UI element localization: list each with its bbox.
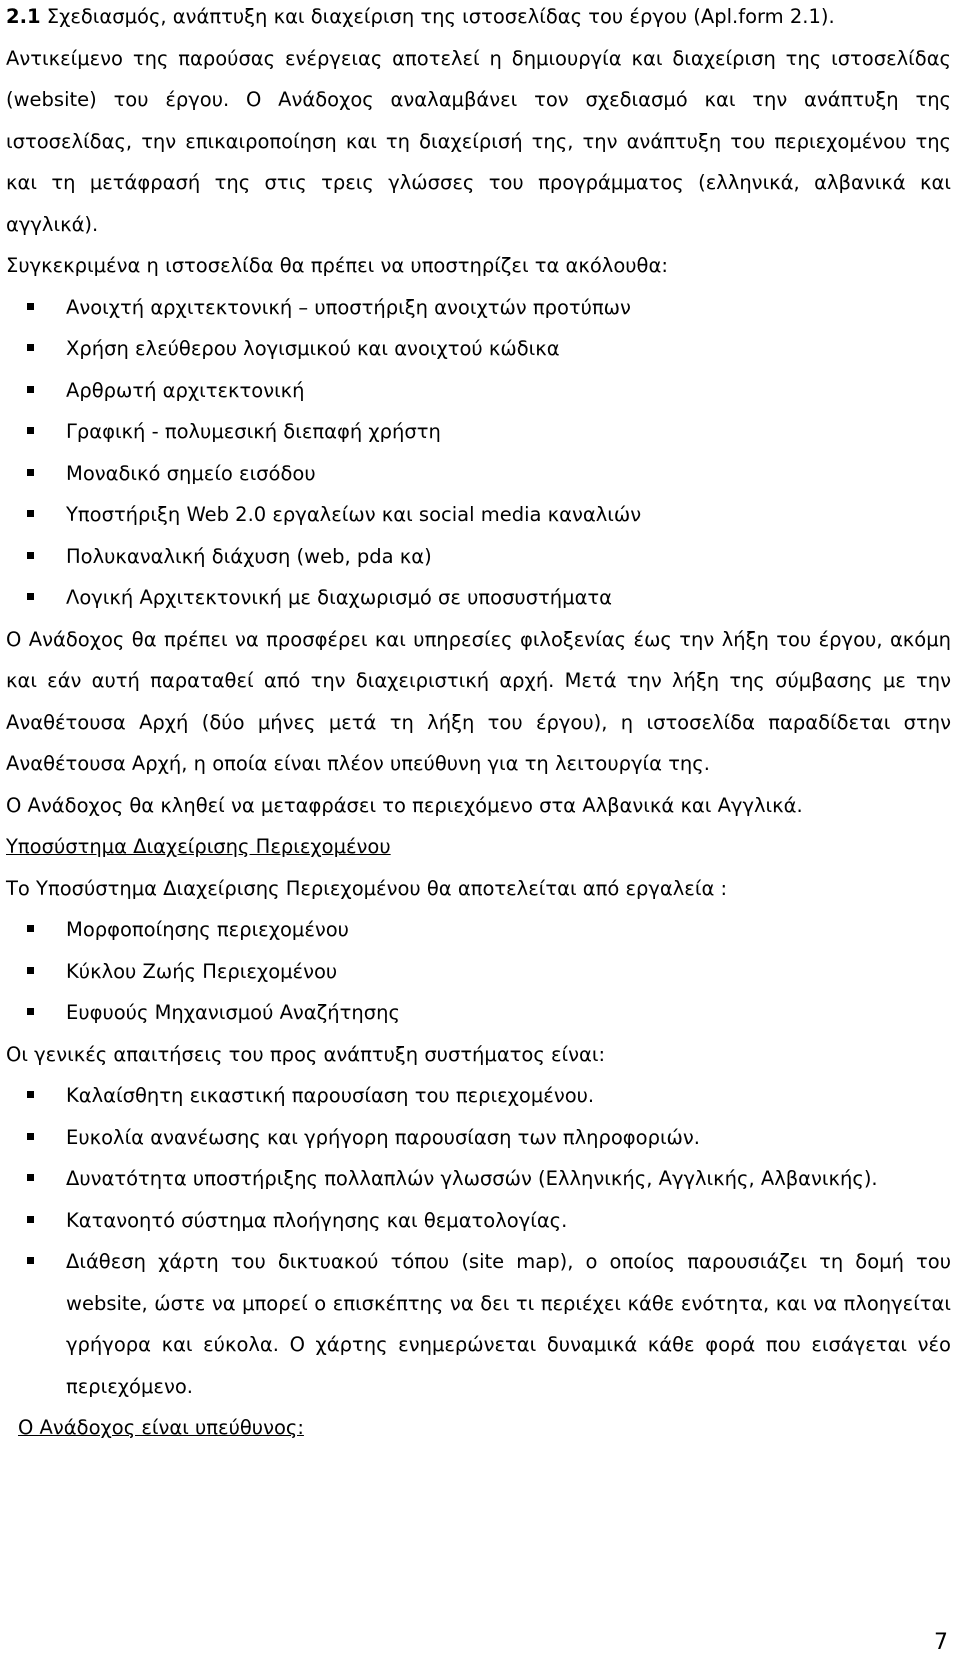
hosting-paragraph: Ο Ανάδοχος θα πρέπει να προσφέρει και υπηρεσίες φιλοξενίας έως την λήξη του έργου, ακόμη και εάν αυτή παραταθεί από την διαχειριστική αρχή. Μετά την λήξη της σύμβασης με την Αναθέτουσα Αρχή (δύο μήνες μετά τη λήξη του έργου), η ιστοσελίδα παραδίδεται στην Αναθέτουσα Αρχή, η οποία είναι πλέον υπεύθυνη για τη λειτουργία της. — [6, 627, 951, 775]
intro-paragraph: Αντικείμενο της παρούσας ενέργειας αποτελεί η δημιουργία και διαχείριση της ιστοσελίδας (website) του έργου. Ο Ανάδοχος αναλαμβάνει τον σχεδιασμό και την ανάπτυξη της ιστοσελίδας, την επικαιροποίηση και τη διαχείρισή της, την ανάπτυξη του περιεχομένου της και τη μετάφρασή της στις τρεις γλώσσες του προγράμματος (ελληνικά, αλβανικά και αγγλικά). — [6, 46, 951, 236]
list-item: Γραφική - πολυμεσική διεπαφή χρήστη — [6, 411, 951, 453]
cms-subtitle-text: Υποσύστημα Διαχείρισης Περιεχομένου — [6, 835, 391, 858]
list-item: Υποστήριξη Web 2.0 εργαλείων και social media καναλιών — [6, 494, 951, 536]
section-title: Σχεδιασμός, ανάπτυξη και διαχείριση της ιστοσελίδας του έργου (Apl.form 2.1). — [46, 5, 835, 28]
general-requirements-list — [6, 1075, 951, 1407]
list-item: Μορφοποίησης περιεχομένου — [6, 909, 951, 951]
list-item: Χρήση ελεύθερου λογισμικού και ανοιχτού κώδικα — [6, 328, 951, 370]
general-requirements-intro: Οι γενικές απαιτήσεις του προς ανάπτυξη συστήματος είναι: — [6, 1042, 606, 1066]
requirements-list — [6, 287, 951, 619]
list-item: Διάθεση χάρτη του δικτυακού τόπου (site map), ο οποίος παρουσιάζει τη δομή του website, ώστε να μπορεί ο επισκέπτης να δει τι περιέχει κάθε ενότητα, και να πλοηγείται γρήγορα και εύκολα. Ο χάρτης ενημερώνεται δυναμικά κάθε φορά που εισάγεται νέο περιεχόμενο. — [6, 1241, 951, 1407]
list-item: Ανοιχτή αρχιτεκτονική – υποστήριξη ανοιχτών προτύπων — [6, 287, 951, 329]
list-item: Καλαίσθητη εικαστική παρουσίαση του περιεχομένου. — [6, 1075, 951, 1117]
page-number: 7 — [934, 1630, 948, 1655]
section-heading — [6, 0, 951, 38]
requirements-intro: Συγκεκριμένα η ιστοσελίδα θα πρέπει να υποστηρίζει τα ακόλουθα: — [6, 254, 668, 277]
contractor-responsibilities-title — [6, 1407, 951, 1449]
cms-tools-list — [6, 909, 951, 1034]
document-page — [6, 0, 951, 1449]
list-item: Λογική Αρχιτεκτονική με διαχωρισμό σε υποσυστήματα — [6, 577, 951, 619]
list-item: Ευφυούς Μηχανισμού Αναζήτησης — [6, 992, 951, 1034]
list-item: Μοναδικό σημείο εισόδου — [6, 453, 951, 495]
list-item: Κατανοητό σύστημα πλοήγησης και θεματολογίας. — [6, 1200, 951, 1242]
translation-paragraph: Ο Ανάδοχος θα κληθεί να μεταφράσει το περιεχόμενο στα Αλβανικά και Αγγλικά. — [6, 793, 803, 817]
cms-subtitle — [6, 826, 951, 868]
contractor-responsibilities-text: Ο Ανάδοχος είναι υπεύθυνος: — [18, 1416, 304, 1439]
cms-intro: Το Υποσύστημα Διαχείρισης Περιεχομένου θα αποτελείται από εργαλεία : — [6, 876, 728, 900]
list-item: Δυνατότητα υποστήριξης πολλαπλών γλωσσών (Ελληνικής, Αγγλικής, Αλβανικής). — [6, 1158, 951, 1200]
list-item: Κύκλου Ζωής Περιεχομένου — [6, 951, 951, 993]
list-item: Αρθρωτή αρχιτεκτονική — [6, 370, 951, 412]
list-item: Πολυκαναλική διάχυση (web, pda κα) — [6, 536, 951, 578]
section-number: 2.1 — [6, 5, 41, 28]
list-item: Ευκολία ανανέωσης και γρήγορη παρουσίαση των πληροφοριών. — [6, 1117, 951, 1159]
